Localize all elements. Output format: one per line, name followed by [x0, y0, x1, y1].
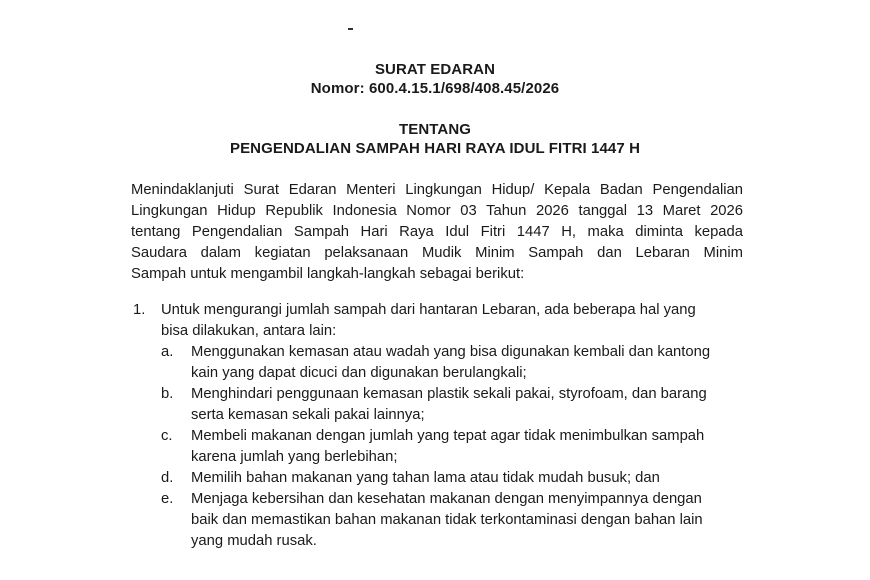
list-item: [131, 300, 743, 552]
sub-item-line: Menjaga kebersihan dan kesehatan makanan dengan menyimpannya dengan: [191, 491, 702, 507]
sub-item-line: Memilih bahan makanan yang tahan lama atau tidak mudah busuk; dan: [191, 470, 660, 486]
sub-item-e: [161, 489, 743, 552]
sub-item-b: [161, 384, 743, 426]
about-heading: TENTANG: [398, 121, 472, 138]
document-subject: PENGENDALIAN SAMPAH HARI RAYA IDUL FITRI 1447 H: [229, 140, 641, 157]
item-line: Untuk mengurangi jumlah sampah dari hantaran Lebaran, ada beberapa hal yang: [161, 302, 696, 318]
sub-item-line: yang mudah rusak.: [191, 533, 317, 549]
item-line: bisa dilakukan, antara lain:: [161, 323, 337, 339]
intro-line: Sampah untuk mengambil langkah-langkah sebagai berikut:: [131, 266, 525, 282]
scan-mark: [348, 28, 353, 30]
sub-item-marker: a.: [161, 344, 174, 360]
intro-paragraph: [131, 180, 743, 285]
sub-item-line: Menggunakan kemasan atau wadah yang bisa digunakan kembali dan kantong: [191, 344, 711, 360]
document-title: SURAT EDARAN: [374, 61, 496, 78]
sub-item-marker: e.: [161, 491, 174, 507]
sub-item-c: [161, 426, 743, 468]
sub-item-line: baik dan memastikan bahan makanan tidak terkontaminasi dengan bahan lain: [191, 512, 703, 528]
intro-line: Saudara dalam kegiatan pelaksanaan Mudik Minim Sampah dan Lebaran Minim: [131, 245, 743, 261]
sub-item-marker: d.: [161, 470, 174, 486]
sub-item-line: kain yang dapat dicuci dan digunakan berulangkali;: [191, 365, 527, 381]
intro-line: Lingkungan Hidup Republik Indonesia Nomor 03 Tahun 2026 tanggal 13 Maret 2026: [131, 203, 743, 219]
sub-item-line: serta kemasan sekali pakai lainnya;: [191, 407, 425, 423]
intro-line: Menindaklanjuti Surat Edaran Menteri Lingkungan Hidup/ Kepala Badan Pengendalian: [131, 182, 743, 198]
sub-item-line: Membeli makanan dengan jumlah yang tepat agar tidak menimbulkan sampah: [191, 428, 705, 444]
intro-line: tentang Pengendalian Sampah Hari Raya Idul Fitri 1447 H, maka diminta kepada: [131, 224, 743, 240]
sub-item-line: karena jumlah yang berlebihan;: [191, 449, 398, 465]
sub-item-a: [161, 342, 743, 384]
sub-item-marker: c.: [161, 428, 173, 444]
item-number: 1.: [133, 302, 146, 318]
sub-item-d: [161, 468, 743, 489]
sub-item-marker: b.: [161, 386, 174, 402]
sub-item-line: Menghindari penggunaan kemasan plastik sekali pakai, styrofoam, dan barang: [191, 386, 707, 402]
instruction-list: [131, 300, 743, 552]
document-number: Nomor: 600.4.15.1/698/408.45/2026: [310, 80, 560, 97]
